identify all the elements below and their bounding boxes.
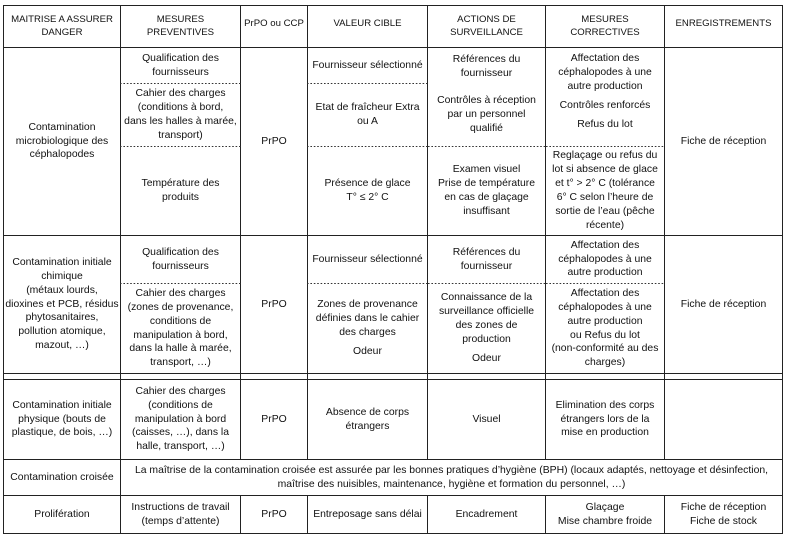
prolif-danger: Prolifération (34, 508, 90, 520)
prolif-target: Entreposage sans délai (313, 508, 422, 520)
cross-danger: Contamination croisée (10, 471, 114, 483)
phys-corrective: Elimination des corps étrangers lors de la mise en production (555, 399, 655, 439)
cross-text: La maîtrise de la contamination croisée est assurée par les bonnes pratiques d’hygiène (BPH) (locaux adaptés, nettoyage et désinfection, maîtrise des nuisibles, maintenance, hygiène et formation du personnel, …) (134, 464, 769, 490)
micro-target-1: Fournisseur sélectionné (312, 59, 423, 71)
chem-target-2: Zones de provenance définies dans le cahier des charges Odeur (315, 299, 420, 357)
chem-preventive-2: Cahier des charges (zones de provenance, conditions de manipulation à bord, dans la halle à marée, transport, …) (127, 287, 234, 369)
chem-prpo: PrPO (261, 298, 287, 310)
phys-target: Absence de corps étrangers (325, 406, 410, 432)
micro-danger: Contamination microbiologique des céphalopodes (15, 121, 109, 161)
micro-records: Fiche de réception (680, 135, 767, 147)
phys-monitoring: Visuel (472, 413, 501, 425)
micro-corrective-2: Reglaçage ou refus du lot si absence de glace et t° > 2° C (tolérance 6° C selon l’heure de sortie de l’eau (pêche récente) (552, 150, 658, 231)
header-prpo: PrPO ou CCP (244, 18, 304, 29)
micro-preventive-3: Température des produits (141, 178, 220, 203)
prolif-corrective: Glaçage Mise chambre froide (557, 501, 653, 527)
header-target: VALEUR CIBLE (333, 18, 402, 29)
header-monitoring: ACTIONS DE SURVEILLANCE (450, 14, 523, 38)
chem-corrective-2: Affectation des céphalopodes à une autre production ou Refus du lot (non-conformité au des charges) (551, 287, 659, 369)
chem-corrective-1: Affectation des céphalopodes à une autre production (558, 239, 652, 279)
chem-danger: Contamination initiale chimique (métaux lourds, dioxines et PCB, résidus phytosanitaires, pollution atomique, mazout, …) (5, 256, 119, 352)
header-preventive: MESURES PREVENTIVES (146, 14, 215, 38)
prolif-prpo: PrPO (261, 508, 287, 520)
header-danger: MAITRISE A ASSURER DANGER (11, 14, 113, 38)
micro-monitoring-3: Examen visuel Prise de température en cas de glaçage insuffisant (437, 164, 536, 217)
micro-corrective-1: Affectation des céphalopodes à une autre production Contrôles renforcés Refus du lot (558, 53, 652, 130)
phys-preventive: Cahier des charges (conditions de manipulation à bord (caisses, …), dans la halle, transport, …) (131, 385, 229, 453)
micro-monitoring-1: Références du fournisseur (452, 53, 521, 79)
micro-preventive-2: Cahier des charges (conditions à bord, dans les halles à marée, transport) (124, 88, 237, 141)
micro-target-2: Etat de fraîcheur Extra ou A (315, 102, 420, 127)
chem-target-1: Fournisseur sélectionné (312, 253, 423, 265)
prolif-records: Fiche de réception Fiche de stock (680, 501, 767, 527)
prolif-monitoring: Encadrement (455, 508, 518, 520)
chem-records: Fiche de réception (680, 298, 767, 310)
chem-preventive-1: Qualification des fournisseurs (142, 246, 219, 272)
micro-preventive-1: Qualification des fournisseurs (142, 52, 219, 78)
micro-monitoring-2: Contrôles à réception par un personnel qualifié (437, 95, 536, 134)
prolif-preventive: Instructions de travail (temps d’attente) (131, 501, 230, 527)
chem-monitoring-2: Connaissance de la surveillance officielle des zones de production Odeur (438, 292, 535, 364)
micro-prpo: PrPO (261, 135, 287, 147)
header-records: ENREGISTREMENTS (675, 18, 772, 29)
phys-records (665, 380, 782, 459)
phys-danger: Contamination initiale physique (bouts de plastique, de bois, …) (11, 399, 113, 439)
micro-target-3: Présence de glace T° ≤ 2° C (324, 178, 411, 203)
chem-monitoring-1: Références du fournisseur (452, 246, 521, 272)
phys-prpo: PrPO (261, 413, 287, 425)
header-corrective: MESURES CORRECTIVES (570, 14, 640, 38)
